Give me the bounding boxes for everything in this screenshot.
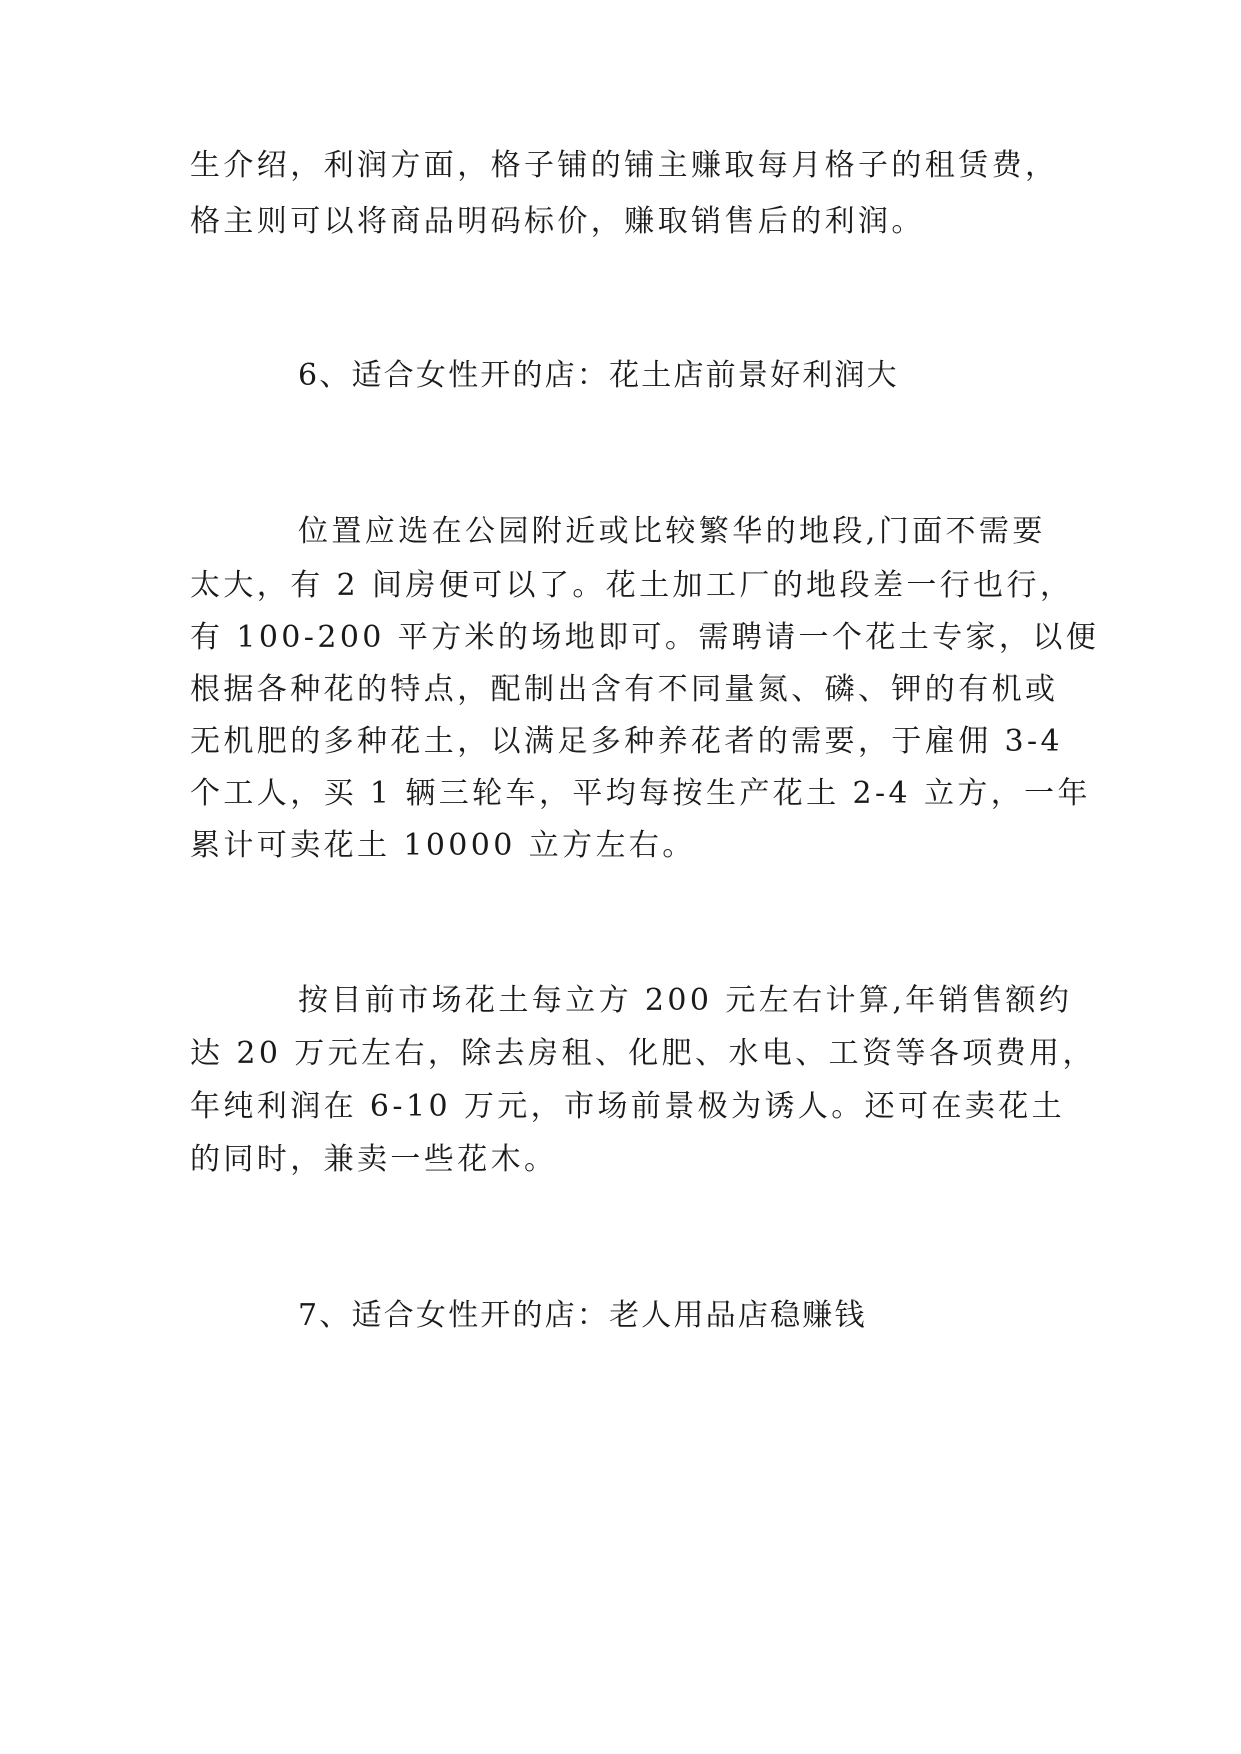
section-heading-7: 7、适合女性开的店：老人用品店稳赚钱: [298, 1298, 867, 1333]
paragraph-line: 根据各种花的特点，配制出含有不同量氮、磷、钾的有机或: [190, 672, 1059, 707]
paragraph-line: 太大，有 2 间房便可以了。花土加工厂的地段差一行也行，: [190, 568, 1074, 603]
paragraph-line: 的同时，兼卖一些花木。: [190, 1142, 558, 1177]
paragraph-line: 位置应选在公园附近或比较繁华的地段,门面不需要: [298, 514, 1046, 549]
paragraph-line: 按目前市场花土每立方 200 元左右计算,年销售额约: [298, 983, 1073, 1018]
paragraph-line: 生介绍，利润方面，格子铺的铺主赚取每月格子的租赁费，: [190, 148, 1059, 183]
paragraph-line: 累计可卖花土 10000 立方左右。: [190, 828, 696, 863]
paragraph-line: 无机肥的多种花土，以满足多种养花者的需要，于雇佣 3-4: [190, 724, 1064, 759]
paragraph-line: 年纯利润在 6-10 万元，市场前景极为诱人。还可在卖花土: [190, 1089, 1066, 1124]
paragraph-line: 格主则可以将商品明码标价，赚取销售后的利润。: [190, 204, 925, 239]
paragraph-line: 有 100-200 平方米的场地即可。需聘请一个花土专家，以便: [190, 620, 1100, 655]
section-heading-6: 6、适合女性开的店：花土店前景好利润大: [298, 358, 899, 393]
paragraph-line: 达 20 万元左右，除去房租、化肥、水电、工资等各项费用，: [190, 1036, 1096, 1071]
paragraph-line: 个工人，买 1 辆三轮车，平均每按生产花土 2-4 立方，一年: [190, 776, 1091, 811]
